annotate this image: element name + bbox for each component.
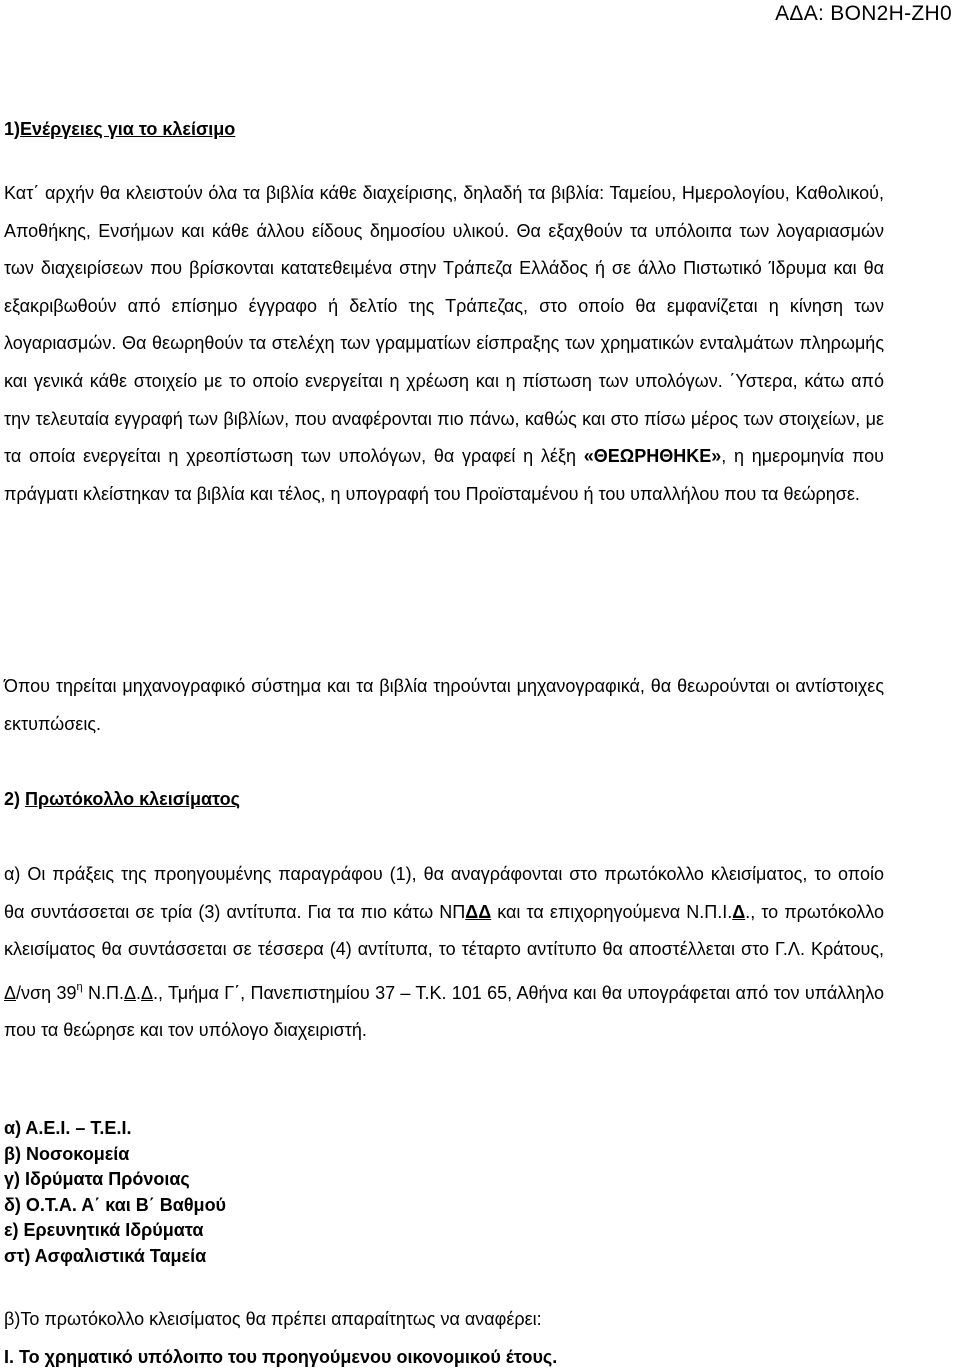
theorithike-word: «ΘΕΩΡΗΘΗΚΕ» (583, 446, 722, 467)
section-2-title: Πρωτόκολλο κλεισίματος (25, 789, 241, 809)
para-a-text-1: α) Οι πράξεις της προηγουμένης παραγράφου (1), θα αναγράφονται στο πρωτόκολλο κλεισίματος, το οποίο θα συντάσσεται σε τρία (3) αντίτυπα. Για τα πιο κάτω ΝΠ (4, 864, 884, 922)
section-1-number: 1) (4, 119, 21, 139)
para-a-text-3: ., το πρωτόκολλο κλεισίματος θα συντάσσεται σε τέσσερα (4) αντίτυπα, το τέταρτο αντίτυπο θα αποστέλλεται στο Γ.Λ. Κράτους, (4, 901, 885, 960)
item-I: Ι. Το χρηματικό υπόλοιπο του προηγούμενου οικονομικού έτους. (4, 1347, 558, 1367)
para-a-ddd: ΔΔ (465, 901, 492, 922)
list-item: ε) Ερευνητικά Ιδρύματα (4, 1220, 204, 1240)
section-1-paragraph-2 (4, 668, 884, 743)
para-a-u1: Δ (4, 982, 17, 1003)
para-a-text-2: και τα επιχορηγούμενα Ν.Π.Ι. (491, 901, 733, 922)
section-2-number: 2) (4, 789, 21, 809)
para-a-text-7: ., Τμήμα Γ΄, Πανεπιστημίου 37 – Τ.Κ. 101 65, Αθήνα και θα υπογράφεται από τον υπάλληλο που τα θεώρησε και τον υπόλογο διαχειριστή. (4, 982, 884, 1041)
list-item: α) Α.Ε.Ι. – Τ.Ε.Ι. (4, 1118, 132, 1138)
para-a-text-4: /νση 39 (16, 982, 77, 1003)
para-a-sup: η (76, 980, 83, 993)
section-2-heading (4, 789, 240, 810)
section-2-paragraph-b: β)Το πρωτόκολλο κλεισίματος θα πρέπει απαραίτητως να αναφέρει: (4, 1309, 542, 1329)
para-a-d: Δ (732, 901, 746, 922)
entity-list (4, 1116, 226, 1269)
para1-text-b: , η ημερομηνία που πράγματι κλείστηκαν τα βιβλία και τέλος, η υπογραφή του Προϊσταμένου ή του υπαλλήλου που τα θεώρησε. (4, 446, 884, 504)
list-item: β) Νοσοκομεία (4, 1143, 130, 1164)
list-item: γ) Ιδρύματα Πρόνοιας (4, 1169, 190, 1189)
section-1-title: Ενέργειες για το κλείσιμο (20, 119, 236, 139)
para-a-u3: Δ (141, 982, 154, 1003)
list-item: δ) Ο.Τ.Α. Α΄ και Β΄ Βαθμού (4, 1194, 227, 1215)
section-2-paragraph-a (4, 856, 884, 1050)
section-1-heading (4, 119, 235, 140)
para2-text: Όπου τηρείται μηχανογραφικό σύστημα και τα βιβλία τηρούνται μηχανογραφικά, θα θεωρούνται οι αντίστοιχες εκτυπώσεις. (4, 676, 884, 734)
section-1-paragraph-1 (4, 175, 884, 513)
para1-text-a: Κατ΄ αρχήν θα κλειστούν όλα τα βιβλία κάθε διαχείρισης, δηλαδή τα βιβλία: Ταμείου, Ημερολογίου, Καθολικού, Αποθήκης, Ενσήμων και κάθε άλλου είδους δημοσίου υλικού. Θα εξαχθούν τα υπόλοιπα των λογαριασμών των διαχειρίσεων που βρίσκονται κατατεθειμένα στην Τράπεζα Ελλάδος ή σε άλλο Πιστωτικό Ίδρυμα και θα εξακριβωθούν από επίσημο έγγραφο ή δελτίο της Τράπεζας, στο οποίο θα εμφανίζεται η κίνηση των λογαριασμών. Θα θεωρηθούν τα στελέχη των γραμματίων είσπραξης των χρηματικών ενταλμάτων πληρωμής και γενικά κάθε στοιχείο με το οποίο ενεργείται η χρέωση και η πίστωση των υπολόγων. ΄Υστερα, κάτω από την τελευταία εγγραφή των βιβλίων, που αναφέρονται πιο πάνω, καθώς και στο πίσω μέρος των στοιχείων, με τα οποία ενεργείται η χρεοπίστωση των υπολόγων, θα γραφεί η λέξη (4, 183, 884, 467)
ada-code: ΑΔΑ: ΒΟΝ2Η-ΖΗ0 (775, 2, 952, 25)
para-a-text-6: . (136, 982, 142, 1003)
para-a-text-5: Ν.Π. (82, 982, 124, 1003)
para-a-u2: Δ (123, 982, 136, 1003)
list-item: στ) Ασφαλιστικά Ταμεία (4, 1245, 207, 1266)
